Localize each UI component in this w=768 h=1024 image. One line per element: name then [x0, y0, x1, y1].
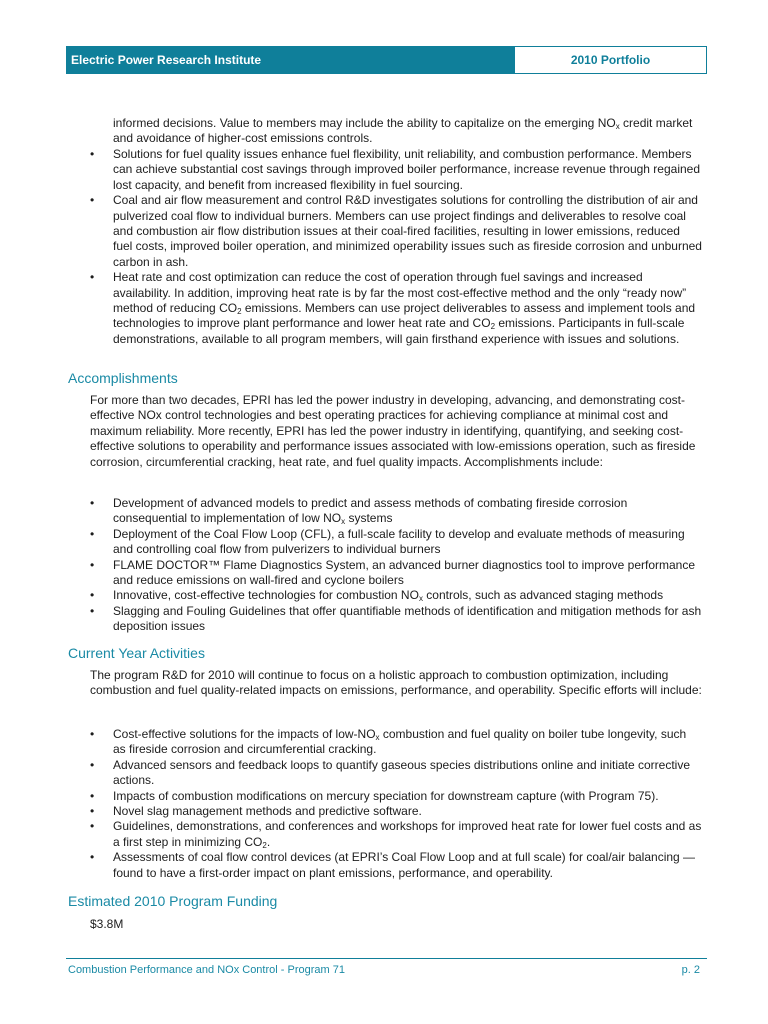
intro-continuation: informed decisions. Value to members may include the ability to capitalize on the emerging $NO_x$ credit market and avoidance of higher-cost emissions controls.: [113, 116, 693, 146]
current-year-heading: Current Year Activities: [68, 645, 205, 661]
list-item: • Innovative, cost-effective technologies for combustion $NO_x$ controls, such as advanced staging methods: [90, 588, 664, 604]
footer-program-title: Combustion Performance and NOx Control - Program 71: [68, 964, 345, 976]
current-year-bullet-list: [90, 727, 702, 881]
page-header: [66, 46, 707, 74]
list-item: • Impacts of combustion modifications on mercury speciation for downstream capture (with Program 75).: [90, 788, 659, 803]
current-year-paragraph: The program R&D for 2010 will continue to focus on a holistic approach to combustion optimization, including combustion and fuel quality-related impacts on emissions, performance, and operability. Specific efforts will include:: [90, 668, 702, 698]
list-item: • Heat rate and cost optimization can reduce the cost of operation through fuel savings and increased availability. In addition, improving heat rate is by far the most cost-effective method and the only “ready now” method of reducing $CO_2$ emissions. Members can use project deliverables to assess and implement tools and technologies to improve plant performance and lower heat rate and $CO_2$ emissions. Participants in full-scale demonstrations, available to all program members, will gain firsthand experience with issues and solutions.: [90, 270, 696, 346]
list-item: • Guidelines, demonstrations, and conferences and workshops for improved heat rate for lower fuel costs and as a first step in minimizing $CO_2$.: [90, 819, 702, 850]
funding-heading: Estimated 2010 Program Funding: [68, 893, 278, 909]
page-number: p. 2: [681, 964, 700, 976]
list-item: • Development of advanced models to predict and assess methods of combating fireside corrosion consequential to implementation of low $NO_x$ systems: [90, 496, 628, 527]
list-item: • Slagging and Fouling Guidelines that offer quantifiable methods of identification and mitigation methods for ash deposition issues: [90, 603, 702, 634]
portfolio-label: 2010 Portfolio: [570, 53, 651, 67]
list-item: • Deployment of the Coal Flow Loop (CFL), a full-scale facility to develop and evaluate methods of measuring and controlling coal flow from pulverizers to individual burners: [90, 526, 685, 557]
accomplishments-bullet-list: [90, 496, 702, 635]
list-item: • Solutions for fuel quality issues enhance fuel flexibility, unit reliability, and combustion performance. Members can achieve substantial cost savings through improved boiler performance, increase revenue through regained lost capacity, and benefit from increased flexibility in fuel sourcing.: [90, 147, 701, 192]
list-item: • Cost-effective solutions for the impacts of low-$NO_x$ combustion and fuel quality on boiler tube longevity, such as fireside corrosion and circumferential cracking.: [90, 727, 687, 757]
list-item: • Novel slag management methods and predictive software.: [90, 804, 422, 819]
funding-amount: $3.8M: [90, 917, 124, 931]
footer-divider: [66, 958, 707, 959]
list-item: • Coal and air flow measurement and control R&D investigates solutions for controlling the distribution of air and pulverized coal flow to individual burners. Members can use project findings and deliverables to resolve coal and combustion air flow distribution issues at their coal-fired facilities, resulting in lower emissions, reduced fuel costs, improved boiler operation, and minimized operability issues such as fireside corrosion and unburned carbon in ash.: [90, 193, 702, 269]
list-item: • FLAME DOCTOR™ Flame Diagnostics System, an advanced burner diagnostics tool to improve performance and reduce emissions on wall-fired and cyclone boilers: [90, 557, 696, 588]
accomplishments-paragraph: For more than two decades, EPRI has led the power industry in developing, advancing, and demonstrating cost-effective NOx control technologies and best operating practices for achieving compliance at minimal cost and maximum reliability. More recently, EPRI has led the power industry in identifying, quantifying, and seeking cost-effective solutions to operability and performance issues associated with low-emissions operation, such as fireside corrosion, circumferential cracking, heat rate, and fuel quality impacts. Accomplishments include:: [90, 393, 696, 469]
accomplishments-heading: Accomplishments: [68, 370, 178, 386]
organization-name: Electric Power Research Institute: [67, 47, 515, 73]
list-item: • Assessments of coal flow control devices (at EPRI’s Coal Flow Loop and at full scale) for coal/air balancing — found to have a first-order impact on plant emissions, performance, and operability.: [90, 850, 696, 880]
intro-bullet-list: [90, 147, 702, 347]
list-item: • Advanced sensors and feedback loops to quantify gaseous species distributions online and initiate corrective actions.: [90, 757, 691, 788]
